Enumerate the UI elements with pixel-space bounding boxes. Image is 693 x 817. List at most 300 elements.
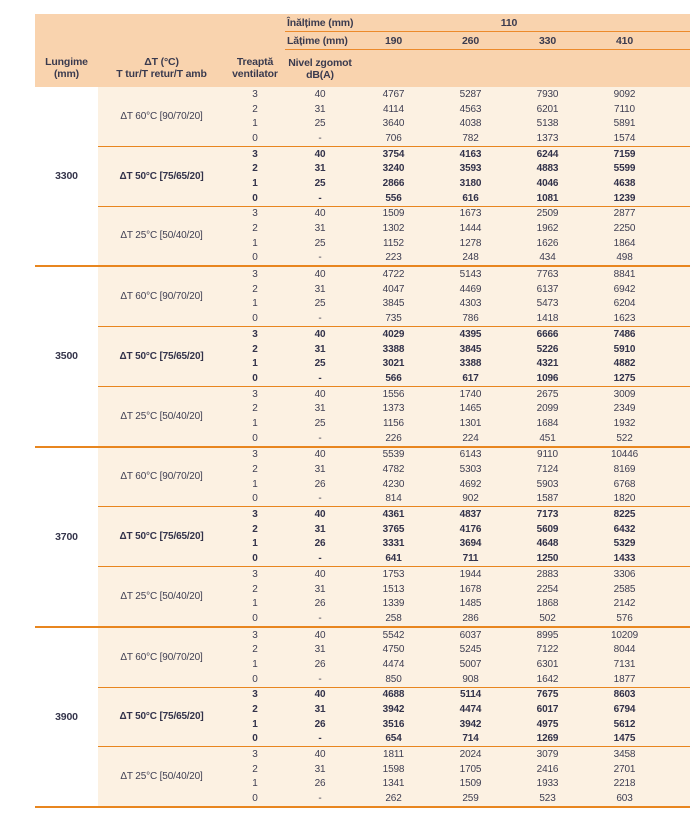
capacity-value-190: 258 xyxy=(355,611,432,627)
noise-level-cell: - xyxy=(285,551,355,566)
capacity-value-330: 6244 xyxy=(509,146,586,161)
fan-speed-cell: 3 xyxy=(225,206,285,221)
noise-level-cell: 26 xyxy=(285,777,355,792)
capacity-value-190: 3754 xyxy=(355,146,432,161)
row-spacer xyxy=(663,102,690,117)
capacity-value-410: 5891 xyxy=(586,116,663,131)
noise-level-cell: 31 xyxy=(285,462,355,477)
noise-level-cell: 26 xyxy=(285,596,355,611)
row-spacer xyxy=(663,146,690,161)
fan-speed-cell: 2 xyxy=(225,702,285,717)
capacity-value-410: 1475 xyxy=(586,732,663,747)
column-header-fan xyxy=(225,50,285,88)
fan-speed-cell: 3 xyxy=(225,266,285,282)
noise-level-cell: 40 xyxy=(285,266,355,282)
capacity-value-410: 1864 xyxy=(586,236,663,251)
capacity-value-410: 1820 xyxy=(586,492,663,507)
capacity-value-330: 4046 xyxy=(509,176,586,191)
capacity-value-190: 4722 xyxy=(355,266,432,282)
fan-speed-cell: 0 xyxy=(225,672,285,687)
row-spacer xyxy=(663,717,690,732)
capacity-value-190: 1339 xyxy=(355,596,432,611)
capacity-value-330: 1269 xyxy=(509,732,586,747)
length-cell: 3900 xyxy=(35,627,98,807)
fan-speed-cell: 3 xyxy=(225,447,285,463)
capacity-value-260: 1740 xyxy=(432,386,509,401)
capacity-value-190: 1509 xyxy=(355,206,432,221)
dt-regime-cell: ΔT 60°C [90/70/20] xyxy=(98,87,225,146)
length-cell: 3700 xyxy=(35,447,98,627)
row-spacer xyxy=(663,627,690,643)
row-spacer xyxy=(663,131,690,146)
capacity-value-410: 1275 xyxy=(586,371,663,386)
row-spacer xyxy=(663,266,690,282)
capacity-value-190: 850 xyxy=(355,672,432,687)
fan-speed-cell: 3 xyxy=(225,747,285,762)
capacity-value-260: 5287 xyxy=(432,87,509,102)
header-spacer xyxy=(663,14,690,32)
fan-speed-cell: 2 xyxy=(225,221,285,236)
fan-speed-cell: 3 xyxy=(225,146,285,161)
fan-speed-cell: 3 xyxy=(225,627,285,643)
capacity-value-190: 706 xyxy=(355,131,432,146)
row-spacer xyxy=(663,327,690,342)
capacity-value-410: 1932 xyxy=(586,416,663,431)
noise-level-cell: 31 xyxy=(285,522,355,537)
capacity-value-330: 6201 xyxy=(509,102,586,117)
capacity-value-410: 3306 xyxy=(586,567,663,582)
capacity-value-330: 7122 xyxy=(509,642,586,657)
fan-speed-cell: 0 xyxy=(225,732,285,747)
capacity-value-260: 4303 xyxy=(432,297,509,312)
data-row xyxy=(35,87,690,102)
height-value: 110 xyxy=(355,14,663,32)
capacity-value-330: 6017 xyxy=(509,702,586,717)
capacity-value-190: 1753 xyxy=(355,567,432,582)
data-row xyxy=(35,146,690,161)
capacity-value-190: 5542 xyxy=(355,627,432,643)
capacity-value-260: 4038 xyxy=(432,116,509,131)
fan-speed-cell: 1 xyxy=(225,416,285,431)
capacity-value-410: 8225 xyxy=(586,507,663,522)
capacity-value-410: 1623 xyxy=(586,311,663,326)
capacity-value-260: 4563 xyxy=(432,102,509,117)
fan-speed-cell: 1 xyxy=(225,537,285,552)
capacity-value-410: 576 xyxy=(586,611,663,627)
capacity-value-330: 2254 xyxy=(509,582,586,597)
capacity-value-260: 3845 xyxy=(432,342,509,357)
capacity-value-190: 1156 xyxy=(355,416,432,431)
width-value-260: 260 xyxy=(432,32,509,50)
capacity-value-190: 1341 xyxy=(355,777,432,792)
width-value-330: 330 xyxy=(509,32,586,50)
table-body xyxy=(35,87,690,807)
width-value-410: 410 xyxy=(586,32,663,50)
capacity-value-410: 5612 xyxy=(586,717,663,732)
capacity-value-330: 9110 xyxy=(509,447,586,463)
capacity-value-190: 4782 xyxy=(355,462,432,477)
capacity-value-330: 1250 xyxy=(509,551,586,566)
noise-level-cell: 40 xyxy=(285,146,355,161)
capacity-value-330: 5226 xyxy=(509,342,586,357)
capacity-value-410: 2349 xyxy=(586,401,663,416)
capacity-value-410: 1433 xyxy=(586,551,663,566)
capacity-value-410: 6432 xyxy=(586,522,663,537)
capacity-value-330: 6666 xyxy=(509,327,586,342)
length-cell: 3300 xyxy=(35,87,98,266)
row-spacer xyxy=(663,462,690,477)
row-spacer xyxy=(663,416,690,431)
fan-speed-cell: 1 xyxy=(225,176,285,191)
capacity-value-330: 4648 xyxy=(509,537,586,552)
fan-speed-cell: 1 xyxy=(225,297,285,312)
noise-level-cell: - xyxy=(285,672,355,687)
capacity-value-410: 6768 xyxy=(586,477,663,492)
fan-speed-cell: 0 xyxy=(225,311,285,326)
dt-regime-cell: ΔT 25°C [50/40/20] xyxy=(98,386,225,446)
header-blank xyxy=(35,32,285,50)
noise-level-cell: 40 xyxy=(285,206,355,221)
fan-speed-cell: 2 xyxy=(225,582,285,597)
capacity-value-410: 5910 xyxy=(586,342,663,357)
capacity-value-260: 5303 xyxy=(432,462,509,477)
fan-speed-cell: 0 xyxy=(225,251,285,267)
header-blank xyxy=(355,50,690,88)
column-header-noise xyxy=(285,50,355,88)
capacity-value-410: 1877 xyxy=(586,672,663,687)
fan-speed-cell: 0 xyxy=(225,131,285,146)
capacity-value-190: 4474 xyxy=(355,657,432,672)
capacity-value-190: 3640 xyxy=(355,116,432,131)
capacity-value-190: 226 xyxy=(355,431,432,447)
capacity-value-410: 522 xyxy=(586,431,663,447)
capacity-value-410: 10209 xyxy=(586,627,663,643)
noise-level-cell: 40 xyxy=(285,747,355,762)
capacity-value-260: 4176 xyxy=(432,522,509,537)
fan-speed-cell: 0 xyxy=(225,492,285,507)
capacity-value-330: 502 xyxy=(509,611,586,627)
capacity-value-190: 4361 xyxy=(355,507,432,522)
capacity-value-330: 5609 xyxy=(509,522,586,537)
fan-speed-cell: 2 xyxy=(225,762,285,777)
row-spacer xyxy=(663,551,690,566)
capacity-value-190: 566 xyxy=(355,371,432,386)
capacity-value-260: 4163 xyxy=(432,146,509,161)
width-header-row xyxy=(35,32,690,50)
noise-level-cell: 31 xyxy=(285,642,355,657)
row-spacer xyxy=(663,477,690,492)
fan-speed-cell: 1 xyxy=(225,236,285,251)
row-spacer xyxy=(663,221,690,236)
data-row xyxy=(35,747,690,762)
capacity-value-410: 10446 xyxy=(586,447,663,463)
row-spacer xyxy=(663,596,690,611)
capacity-value-190: 1373 xyxy=(355,401,432,416)
row-spacer xyxy=(663,582,690,597)
fan-speed-cell: 2 xyxy=(225,342,285,357)
capacity-value-260: 786 xyxy=(432,311,509,326)
noise-level-cell: - xyxy=(285,131,355,146)
row-spacer xyxy=(663,282,690,297)
row-spacer xyxy=(663,176,690,191)
dt-regime-cell: ΔT 50°C [75/65/20] xyxy=(98,507,225,567)
column-header-row xyxy=(35,50,690,88)
fan-speed-cell: 1 xyxy=(225,116,285,131)
capacity-value-260: 908 xyxy=(432,672,509,687)
data-row xyxy=(35,567,690,582)
capacity-value-190: 654 xyxy=(355,732,432,747)
row-spacer xyxy=(663,386,690,401)
capacity-value-410: 8044 xyxy=(586,642,663,657)
row-spacer xyxy=(663,762,690,777)
capacity-value-190: 3942 xyxy=(355,702,432,717)
capacity-value-260: 6037 xyxy=(432,627,509,643)
noise-level-cell: 25 xyxy=(285,116,355,131)
capacity-value-190: 814 xyxy=(355,492,432,507)
capacity-value-410: 3009 xyxy=(586,386,663,401)
noise-level-cell: 31 xyxy=(285,282,355,297)
capacity-value-410: 8841 xyxy=(586,266,663,282)
header-blank xyxy=(35,14,285,32)
fan-speed-cell: 1 xyxy=(225,477,285,492)
capacity-value-260: 1278 xyxy=(432,236,509,251)
noise-level-cell: - xyxy=(285,431,355,447)
noise-level-cell: 31 xyxy=(285,401,355,416)
noise-level-cell: - xyxy=(285,311,355,326)
capacity-value-260: 1485 xyxy=(432,596,509,611)
noise-level-cell: 40 xyxy=(285,567,355,582)
capacity-value-330: 5138 xyxy=(509,116,586,131)
row-spacer xyxy=(663,732,690,747)
row-spacer xyxy=(663,236,690,251)
row-spacer xyxy=(663,116,690,131)
capacity-value-260: 616 xyxy=(432,191,509,206)
row-spacer xyxy=(663,791,690,807)
noise-header-line1: Nivel zgomot xyxy=(288,56,352,69)
row-spacer xyxy=(663,702,690,717)
capacity-value-260: 1509 xyxy=(432,777,509,792)
capacity-value-260: 782 xyxy=(432,131,509,146)
noise-level-cell: 40 xyxy=(285,687,355,702)
fan-speed-cell: 3 xyxy=(225,507,285,522)
capacity-value-190: 4750 xyxy=(355,642,432,657)
noise-level-cell: 31 xyxy=(285,161,355,176)
capacity-value-410: 7110 xyxy=(586,102,663,117)
row-spacer xyxy=(663,311,690,326)
capacity-value-410: 8169 xyxy=(586,462,663,477)
fan-speed-cell: 1 xyxy=(225,356,285,371)
fan-speed-cell: 2 xyxy=(225,161,285,176)
noise-level-cell: - xyxy=(285,732,355,747)
capacity-value-410: 4882 xyxy=(586,356,663,371)
row-spacer xyxy=(663,356,690,371)
fan-speed-cell: 3 xyxy=(225,386,285,401)
capacity-value-330: 1962 xyxy=(509,221,586,236)
capacity-value-260: 711 xyxy=(432,551,509,566)
capacity-value-410: 6942 xyxy=(586,282,663,297)
capacity-value-330: 5903 xyxy=(509,477,586,492)
data-row xyxy=(35,206,690,221)
capacity-value-260: 3593 xyxy=(432,161,509,176)
noise-level-cell: 26 xyxy=(285,537,355,552)
noise-level-cell: 26 xyxy=(285,477,355,492)
capacity-value-410: 7159 xyxy=(586,146,663,161)
capacity-value-190: 262 xyxy=(355,791,432,807)
capacity-value-410: 3458 xyxy=(586,747,663,762)
capacity-value-260: 248 xyxy=(432,251,509,267)
capacity-value-410: 6204 xyxy=(586,297,663,312)
capacity-value-410: 9092 xyxy=(586,87,663,102)
dt-regime-cell: ΔT 25°C [50/40/20] xyxy=(98,747,225,807)
capacity-value-260: 714 xyxy=(432,732,509,747)
capacity-value-330: 7763 xyxy=(509,266,586,282)
capacity-value-330: 5473 xyxy=(509,297,586,312)
fan-speed-cell: 3 xyxy=(225,87,285,102)
capacity-value-410: 4638 xyxy=(586,176,663,191)
row-spacer xyxy=(663,431,690,447)
capacity-value-190: 1513 xyxy=(355,582,432,597)
fan-speed-cell: 2 xyxy=(225,401,285,416)
dt-regime-cell: ΔT 60°C [90/70/20] xyxy=(98,627,225,687)
capacity-value-190: 4688 xyxy=(355,687,432,702)
capacity-value-260: 4395 xyxy=(432,327,509,342)
capacity-value-190: 556 xyxy=(355,191,432,206)
row-spacer xyxy=(663,537,690,552)
data-row xyxy=(35,327,690,342)
noise-level-cell: 25 xyxy=(285,356,355,371)
noise-header-line2: dB(A) xyxy=(306,68,334,81)
fan-speed-cell: 0 xyxy=(225,371,285,386)
capacity-value-410: 7131 xyxy=(586,657,663,672)
dt-regime-cell: ΔT 25°C [50/40/20] xyxy=(98,567,225,627)
capacity-value-260: 3180 xyxy=(432,176,509,191)
capacity-value-260: 3694 xyxy=(432,537,509,552)
header-spacer xyxy=(663,32,690,50)
row-spacer xyxy=(663,747,690,762)
data-row xyxy=(35,507,690,522)
data-row xyxy=(35,266,690,282)
noise-level-cell: 25 xyxy=(285,297,355,312)
height-label: Înălțime (mm) xyxy=(285,14,355,32)
capacity-value-410: 2142 xyxy=(586,596,663,611)
row-spacer xyxy=(663,297,690,312)
noise-level-cell: 31 xyxy=(285,342,355,357)
noise-level-cell: 31 xyxy=(285,102,355,117)
capacity-value-190: 1598 xyxy=(355,762,432,777)
capacity-value-410: 1239 xyxy=(586,191,663,206)
row-spacer xyxy=(663,161,690,176)
capacity-value-410: 5599 xyxy=(586,161,663,176)
noise-level-cell: 25 xyxy=(285,416,355,431)
row-spacer xyxy=(663,191,690,206)
capacity-value-260: 1673 xyxy=(432,206,509,221)
noise-level-cell: - xyxy=(285,371,355,386)
fan-speed-cell: 0 xyxy=(225,611,285,627)
capacity-value-190: 4230 xyxy=(355,477,432,492)
capacity-value-190: 4114 xyxy=(355,102,432,117)
row-spacer xyxy=(663,492,690,507)
capacity-value-260: 5143 xyxy=(432,266,509,282)
capacity-value-260: 4474 xyxy=(432,702,509,717)
length-header-line2: (mm) xyxy=(53,68,80,81)
height-header-row xyxy=(35,14,690,32)
capacity-value-330: 2099 xyxy=(509,401,586,416)
capacity-value-260: 5007 xyxy=(432,657,509,672)
capacity-value-330: 3079 xyxy=(509,747,586,762)
row-spacer xyxy=(663,447,690,463)
width-label: Lățime (mm) xyxy=(285,32,355,50)
capacity-value-410: 603 xyxy=(586,791,663,807)
capacity-value-190: 3388 xyxy=(355,342,432,357)
capacity-value-330: 1642 xyxy=(509,672,586,687)
capacity-value-330: 1587 xyxy=(509,492,586,507)
noise-level-cell: 40 xyxy=(285,447,355,463)
capacity-value-410: 6794 xyxy=(586,702,663,717)
dt-regime-cell: ΔT 60°C [90/70/20] xyxy=(98,447,225,507)
capacity-value-260: 4469 xyxy=(432,282,509,297)
capacity-value-330: 4883 xyxy=(509,161,586,176)
capacity-value-410: 2250 xyxy=(586,221,663,236)
capacity-value-330: 7173 xyxy=(509,507,586,522)
capacity-value-330: 1626 xyxy=(509,236,586,251)
fan-speed-cell: 2 xyxy=(225,642,285,657)
dt-regime-cell: ΔT 50°C [75/65/20] xyxy=(98,327,225,387)
fan-speed-cell: 0 xyxy=(225,791,285,807)
fan-speed-cell: 2 xyxy=(225,522,285,537)
capacity-value-330: 6137 xyxy=(509,282,586,297)
noise-level-cell: 40 xyxy=(285,87,355,102)
row-spacer xyxy=(663,87,690,102)
noise-level-cell: 25 xyxy=(285,176,355,191)
capacity-value-190: 2866 xyxy=(355,176,432,191)
fan-header-line1: Treaptă xyxy=(236,56,274,69)
capacity-value-410: 2701 xyxy=(586,762,663,777)
fan-speed-cell: 0 xyxy=(225,191,285,206)
fan-speed-cell: 1 xyxy=(225,777,285,792)
capacity-value-260: 259 xyxy=(432,791,509,807)
noise-level-cell: - xyxy=(285,611,355,627)
row-spacer xyxy=(663,672,690,687)
noise-level-cell: - xyxy=(285,251,355,267)
noise-level-cell: 31 xyxy=(285,702,355,717)
capacity-value-260: 1301 xyxy=(432,416,509,431)
capacity-value-260: 902 xyxy=(432,492,509,507)
capacity-value-260: 1944 xyxy=(432,567,509,582)
capacity-value-260: 1678 xyxy=(432,582,509,597)
capacity-value-410: 498 xyxy=(586,251,663,267)
capacity-value-190: 1556 xyxy=(355,386,432,401)
row-spacer xyxy=(663,642,690,657)
capacity-value-260: 224 xyxy=(432,431,509,447)
capacity-value-330: 1684 xyxy=(509,416,586,431)
row-spacer xyxy=(663,657,690,672)
row-spacer xyxy=(663,777,690,792)
row-spacer xyxy=(663,342,690,357)
capacity-value-410: 2585 xyxy=(586,582,663,597)
capacity-value-330: 434 xyxy=(509,251,586,267)
capacity-value-330: 4975 xyxy=(509,717,586,732)
noise-level-cell: 31 xyxy=(285,221,355,236)
fan-speed-cell: 1 xyxy=(225,717,285,732)
capacity-value-330: 2675 xyxy=(509,386,586,401)
fan-speed-cell: 1 xyxy=(225,596,285,611)
dt-regime-cell: ΔT 25°C [50/40/20] xyxy=(98,206,225,266)
noise-level-cell: - xyxy=(285,492,355,507)
noise-level-cell: - xyxy=(285,791,355,807)
capacity-value-330: 1868 xyxy=(509,596,586,611)
row-spacer xyxy=(663,371,690,386)
fan-speed-cell: 3 xyxy=(225,327,285,342)
